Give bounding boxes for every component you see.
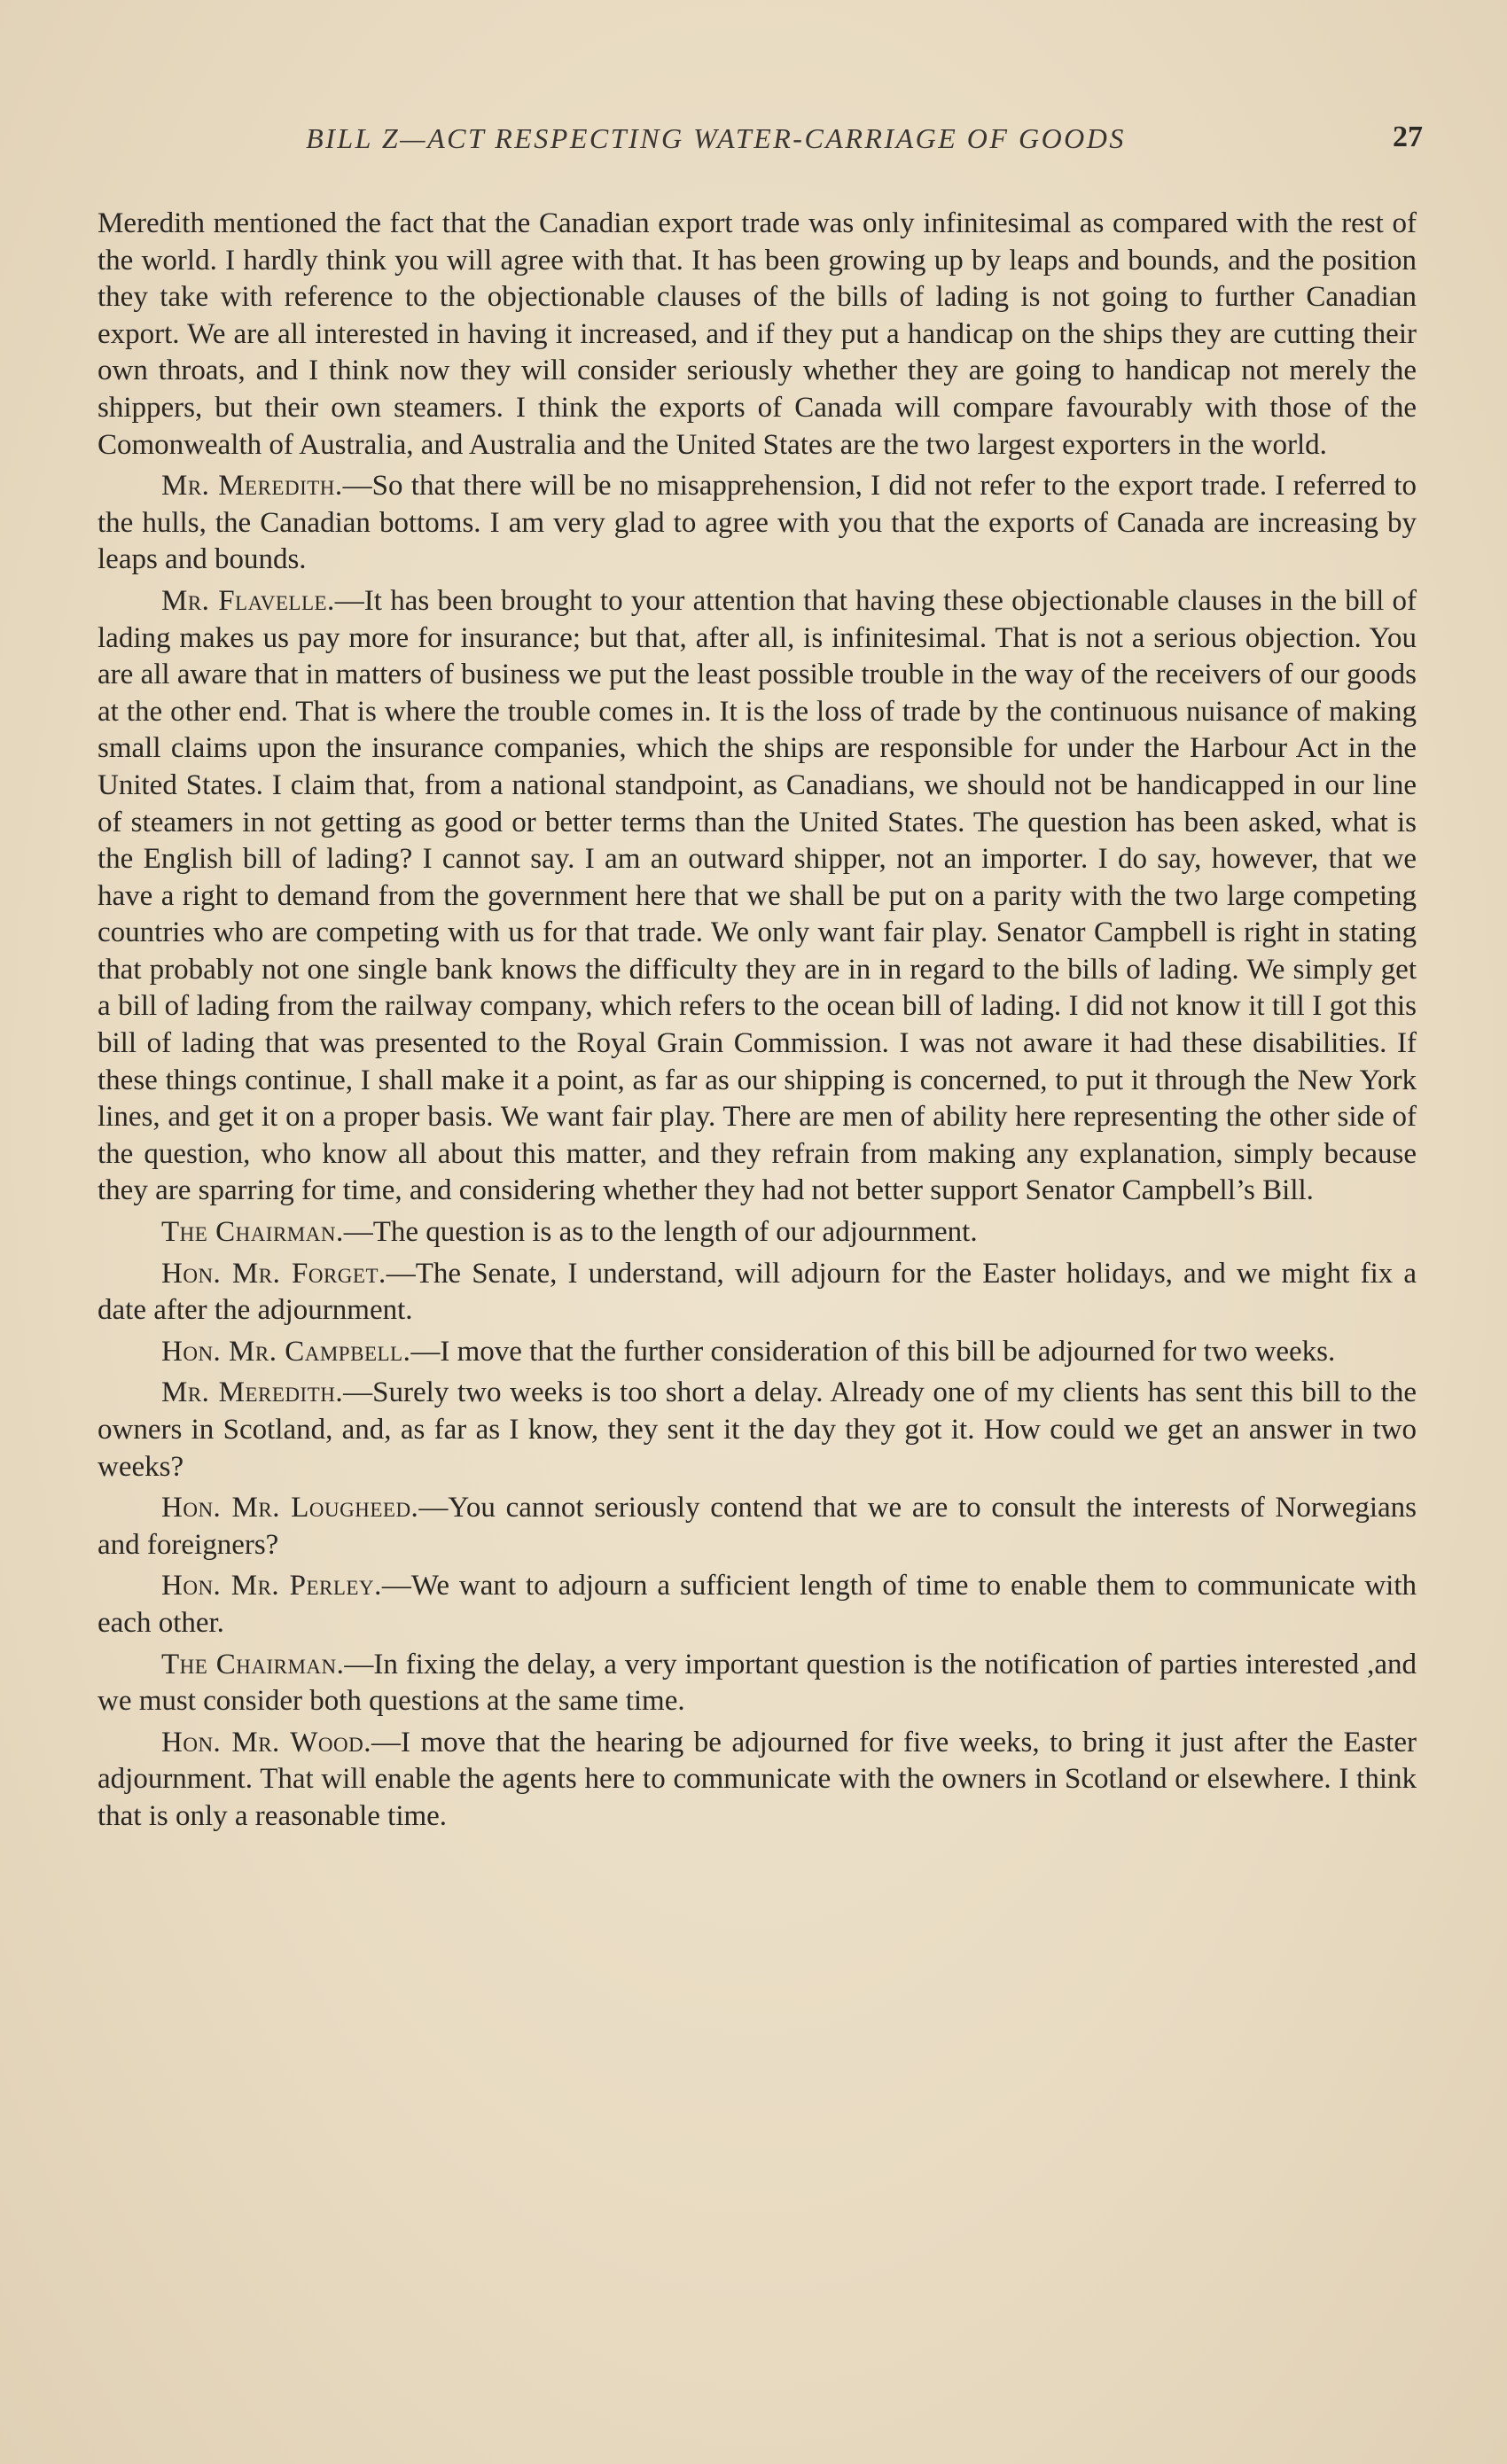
paragraph (98, 1490, 1417, 1563)
paragraph-text: —I move that the hearing be adjourned for five weeks, to bring it just after the Easter adjournment. That will enable the agents here to communicate with the owners in Scotland or elsewhere. I think that is only a reasonable time. (98, 1726, 1417, 1832)
paragraph (98, 1214, 1417, 1251)
paragraph-text: —The question is as to the length of our adjournment. (343, 1216, 978, 1249)
paragraph (98, 468, 1417, 579)
paragraph (98, 206, 1417, 464)
paragraph (98, 1647, 1417, 1720)
paragraph (98, 1334, 1417, 1371)
paragraph (98, 1568, 1417, 1641)
paragraph-text: —In fixing the delay, a very important question is the notification of parties interested ,and we must consider both questions at the same time. (98, 1648, 1417, 1718)
paragraph-text: —I move that the further consideration of this bill be adjourned for two weeks. (410, 1335, 1336, 1368)
paragraph (98, 1256, 1417, 1329)
speaker-name: Hon. Mr. Wood. (161, 1726, 371, 1758)
paragraph-text: —The Senate, I understand, will adjourn for the Easter holidays, and we might fix a date after the adjournment. (98, 1257, 1417, 1327)
speaker-name: The Chairman. (161, 1216, 344, 1249)
paragraph-text: —We want to adjourn a sufficient length of time to enable them to communicate with each other. (98, 1570, 1417, 1639)
page-number: 27 (1393, 121, 1423, 153)
paragraph-text: —It has been brought to your attention that having these objectionable clauses in the bill of lading makes us pay more for insurance; but that, after all, is infinitesimal. That is not a serious objection. You are all aware that in matters of business we put the least possible trouble in the way of the receivers of our goods at the other end. That is where the trouble comes in. It is the loss of trade by the continuous nuisance of making small claims upon the insurance companies, which the ships are responsible for under the Harbour Act in the United States. I claim that, from a national standpoint, as Canadians, we should not be handicapped in our line of steamers in not getting as good or better terms than the United States. The question has been asked, what is the English bill of lading? I cannot say. I am an outward shipper, not an importer. I do say, however, that we have a right to demand from the government here that we shall be put on a parity with the two large competing countries who are competing with us for that trade. We only want fair play. Senator Campbell is right in stating that probably not one single bank knows the difficulty they are in in regard to the bills of lading. We simply get a bill of lading from the railway company, which refers to the ocean bill of lading. I did not know it till I got this bill of lading that was presented to the Royal Grain Commission. I was not aware it had these disabilities. If these things continue, I shall make it a point, as far as our shipping is concerned, to put it through the New York lines, and get it on a proper basis. We want fair play. There are men of ability here representing the other side of the question, who know all about this matter, and they refrain from making any explanation, simply because they are sparring for time, and considering whether they had not better support Senator Campbell’s Bill. (98, 584, 1417, 1207)
paragraph-text: —So that there will be no misapprehension, I did not refer to the export trade. I referred to the hulls, the Canadian bottoms. I am very glad to agree with you that the exports of Canada are increasing by leaps and bounds. (98, 470, 1417, 576)
speaker-name: Mr. Meredith. (161, 1376, 344, 1409)
paragraph-text: Meredith mentioned the fact that the Canadian export trade was only infinitesimal as compared with the rest of the world. I hardly think you will agree with that. It has been growing up by leaps and bounds, and the position they take with reference to the objectionable clauses of the bills of lading is not going to further Canadian export. We are all interested in having it increased, and if they put a handicap on the ships they are cutting their own throats, and I think now they will consider seriously whether they are going to handicap not merely the shippers, but their own steamers. I think the exports of Canada will compare favourably with those of the Comonwealth of Australia, and Australia and the United States are the two largest exporters in the world. (98, 207, 1417, 461)
speaker-name: Hon. Mr. Forget. (161, 1257, 387, 1290)
speaker-name: Mr. Meredith. (161, 470, 343, 503)
paragraph (98, 1725, 1417, 1836)
body-text (98, 206, 1417, 1840)
running-title: BILL Z—ACT RESPECTING WATER-CARRIAGE OF GOODS (306, 122, 1126, 154)
speaker-name: Hon. Mr. Perley. (161, 1570, 382, 1602)
speaker-name: The Chairman. (161, 1648, 345, 1680)
paragraph-text: —Surely two weeks is too short a delay. Already one of my clients has sent this bill to the owners in Scotland, and, as far as I know, they sent it the day they got it. How could we get an answer in two weeks? (98, 1376, 1417, 1483)
paragraph (98, 1375, 1417, 1485)
paragraph-text: —You cannot seriously contend that we are to consult the interests of Norwegians and foreigners? (98, 1492, 1417, 1561)
paragraph (98, 583, 1417, 1210)
speaker-name: Hon. Mr. Lougheed. (161, 1492, 419, 1524)
speaker-name: Hon. Mr. Campbell. (161, 1335, 411, 1368)
running-header (98, 122, 1423, 175)
speaker-name: Mr. Flavelle. (161, 584, 335, 617)
